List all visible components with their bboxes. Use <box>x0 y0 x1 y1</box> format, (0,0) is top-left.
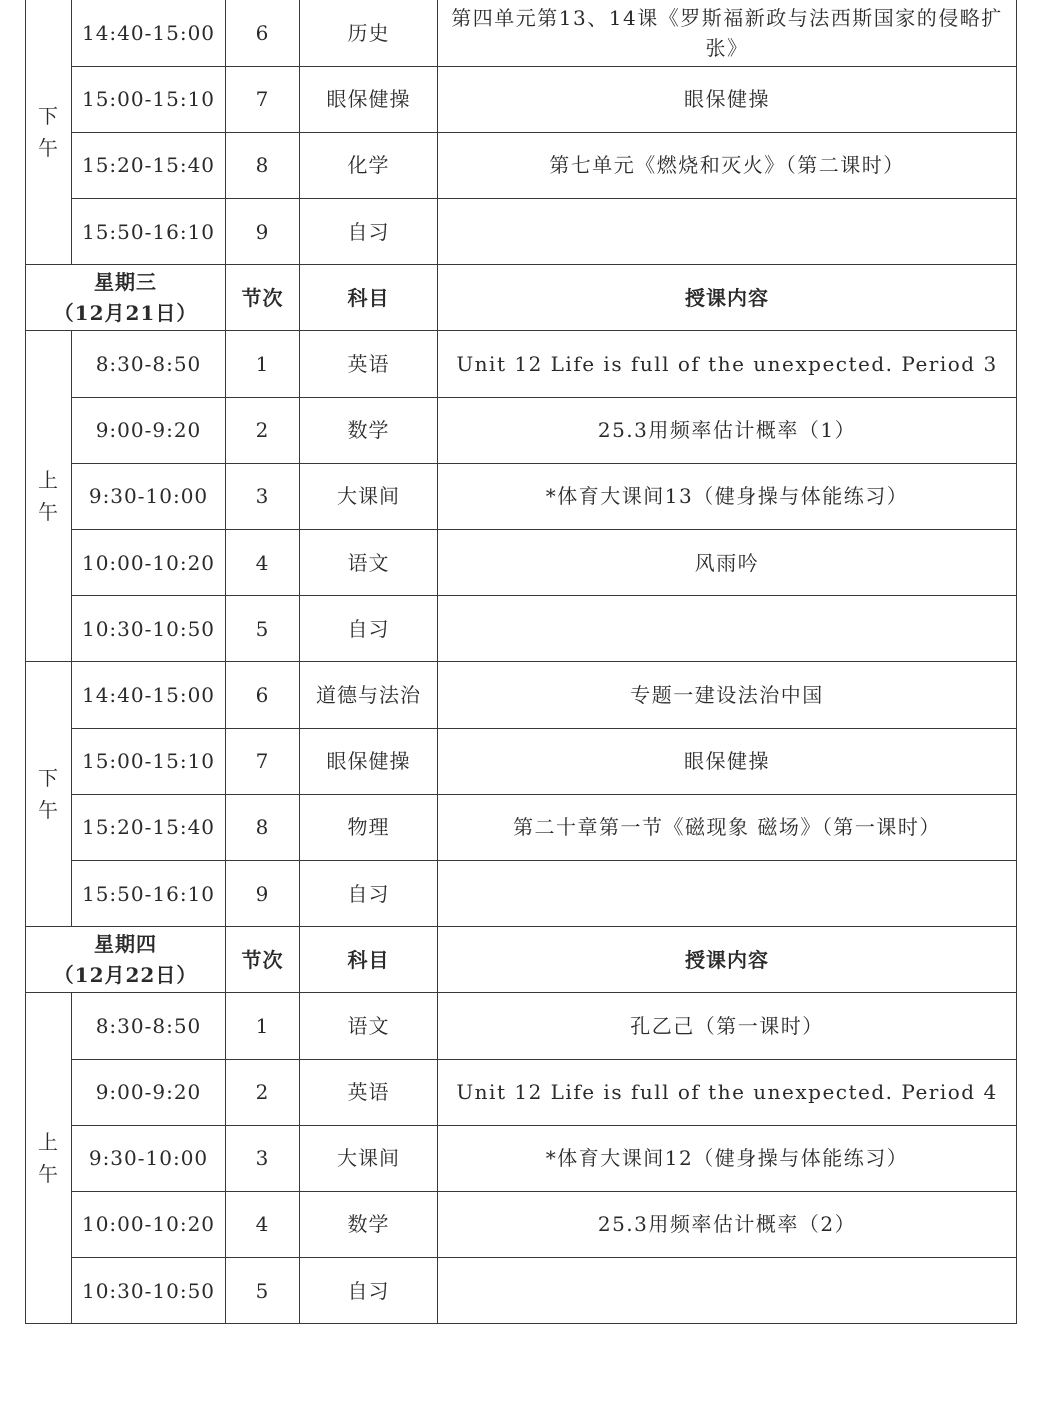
lesson-number-cell: 4 <box>226 1191 300 1257</box>
day-header-cell <box>26 265 226 331</box>
day-date: （12月22日） <box>53 962 198 987</box>
lesson-number-cell: 7 <box>226 728 300 794</box>
subject-cell: 数学 <box>300 397 438 463</box>
content-cell: 第七单元《燃烧和灭火》（第二课时） <box>438 132 1017 198</box>
column-header-content: 授课内容 <box>438 265 1017 331</box>
content-cell: 孔乙己（第一课时） <box>438 993 1017 1059</box>
table-row <box>26 1125 1017 1191</box>
time-cell: 10:00-10:20 <box>72 1191 226 1257</box>
time-cell: 15:00-15:10 <box>72 66 226 132</box>
column-header-subject: 科目 <box>300 927 438 993</box>
subject-cell: 自习 <box>300 596 438 662</box>
time-cell: 8:30-8:50 <box>72 993 226 1059</box>
day-header-cell <box>26 927 226 993</box>
lesson-number-cell: 6 <box>226 0 300 66</box>
subject-cell: 眼保健操 <box>300 728 438 794</box>
subject-cell: 语文 <box>300 530 438 596</box>
content-cell: 25.3用频率估计概率（1） <box>438 397 1017 463</box>
subject-cell: 眼保健操 <box>300 66 438 132</box>
day-header-row-wednesday <box>26 265 1017 331</box>
time-cell: 15:00-15:10 <box>72 728 226 794</box>
period-label-morning: 上 午 <box>26 331 72 662</box>
column-header-number: 节次 <box>226 265 300 331</box>
content-cell: *体育大课间13（健身操与体能练习） <box>438 463 1017 529</box>
content-cell <box>438 860 1017 926</box>
subject-cell: 语文 <box>300 993 438 1059</box>
content-cell <box>438 596 1017 662</box>
content-cell: 眼保健操 <box>438 728 1017 794</box>
content-cell: *体育大课间12（健身操与体能练习） <box>438 1125 1017 1191</box>
table-row <box>26 530 1017 596</box>
time-cell: 10:30-10:50 <box>72 1258 226 1324</box>
day-header-row-thursday <box>26 927 1017 993</box>
content-cell: 风雨吟 <box>438 530 1017 596</box>
subject-cell: 物理 <box>300 794 438 860</box>
content-cell: 专题一建设法治中国 <box>438 662 1017 728</box>
content-cell: 第四单元第13、14课《罗斯福新政与法西斯国家的侵略扩张》 <box>438 0 1017 66</box>
subject-cell: 化学 <box>300 132 438 198</box>
content-cell: Unit 12 Life is full of the unexpected. Period 3 <box>438 331 1017 397</box>
column-header-subject: 科目 <box>300 265 438 331</box>
table-row <box>26 66 1017 132</box>
table-row <box>26 993 1017 1059</box>
subject-cell: 自习 <box>300 860 438 926</box>
lesson-number-cell: 1 <box>226 993 300 1059</box>
time-cell: 14:40-15:00 <box>72 0 226 66</box>
time-cell: 10:00-10:20 <box>72 530 226 596</box>
lesson-number-cell: 8 <box>226 794 300 860</box>
lesson-number-cell: 9 <box>226 199 300 265</box>
table-row <box>26 1191 1017 1257</box>
time-cell: 10:30-10:50 <box>72 596 226 662</box>
time-cell: 8:30-8:50 <box>72 331 226 397</box>
lesson-number-cell: 4 <box>226 530 300 596</box>
table-row <box>26 1258 1017 1324</box>
day-name: 星期四 <box>94 931 157 956</box>
subject-cell: 历史 <box>300 0 438 66</box>
table-row <box>26 596 1017 662</box>
schedule-table <box>25 0 1017 1324</box>
day-name: 星期三 <box>94 269 157 294</box>
table-row <box>26 199 1017 265</box>
content-cell <box>438 199 1017 265</box>
lesson-number-cell: 8 <box>226 132 300 198</box>
subject-cell: 大课间 <box>300 463 438 529</box>
time-cell: 9:00-9:20 <box>72 397 226 463</box>
time-cell: 9:00-9:20 <box>72 1059 226 1125</box>
subject-cell: 数学 <box>300 1191 438 1257</box>
subject-cell: 英语 <box>300 331 438 397</box>
subject-cell: 自习 <box>300 1258 438 1324</box>
table-row <box>26 132 1017 198</box>
time-cell: 15:20-15:40 <box>72 132 226 198</box>
table-row <box>26 728 1017 794</box>
content-cell: 25.3用频率估计概率（2） <box>438 1191 1017 1257</box>
table-row <box>26 1059 1017 1125</box>
lesson-number-cell: 2 <box>226 397 300 463</box>
content-cell: 眼保健操 <box>438 66 1017 132</box>
lesson-number-cell: 3 <box>226 1125 300 1191</box>
time-cell: 15:50-16:10 <box>72 199 226 265</box>
lesson-number-cell: 9 <box>226 860 300 926</box>
lesson-number-cell: 6 <box>226 662 300 728</box>
subject-cell: 道德与法治 <box>300 662 438 728</box>
table-row <box>26 0 1017 66</box>
period-label-morning: 上 午 <box>26 993 72 1324</box>
time-cell: 15:50-16:10 <box>72 860 226 926</box>
lesson-number-cell: 2 <box>226 1059 300 1125</box>
table-row <box>26 662 1017 728</box>
period-label-afternoon: 下 午 <box>26 662 72 927</box>
period-label-afternoon: 下 午 <box>26 0 72 265</box>
table-row <box>26 794 1017 860</box>
content-cell: 第二十章第一节《磁现象 磁场》（第一课时） <box>438 794 1017 860</box>
lesson-number-cell: 1 <box>226 331 300 397</box>
table-row <box>26 331 1017 397</box>
table-row <box>26 860 1017 926</box>
table-row <box>26 463 1017 529</box>
day-date: （12月21日） <box>53 300 198 325</box>
time-cell: 9:30-10:00 <box>72 1125 226 1191</box>
table-row <box>26 397 1017 463</box>
subject-cell: 自习 <box>300 199 438 265</box>
lesson-number-cell: 5 <box>226 1258 300 1324</box>
content-cell <box>438 1258 1017 1324</box>
column-header-number: 节次 <box>226 927 300 993</box>
content-cell: Unit 12 Life is full of the unexpected. Period 4 <box>438 1059 1017 1125</box>
lesson-number-cell: 5 <box>226 596 300 662</box>
subject-cell: 大课间 <box>300 1125 438 1191</box>
lesson-number-cell: 7 <box>226 66 300 132</box>
time-cell: 15:20-15:40 <box>72 794 226 860</box>
subject-cell: 英语 <box>300 1059 438 1125</box>
column-header-content: 授课内容 <box>438 927 1017 993</box>
time-cell: 14:40-15:00 <box>72 662 226 728</box>
lesson-number-cell: 3 <box>226 463 300 529</box>
time-cell: 9:30-10:00 <box>72 463 226 529</box>
